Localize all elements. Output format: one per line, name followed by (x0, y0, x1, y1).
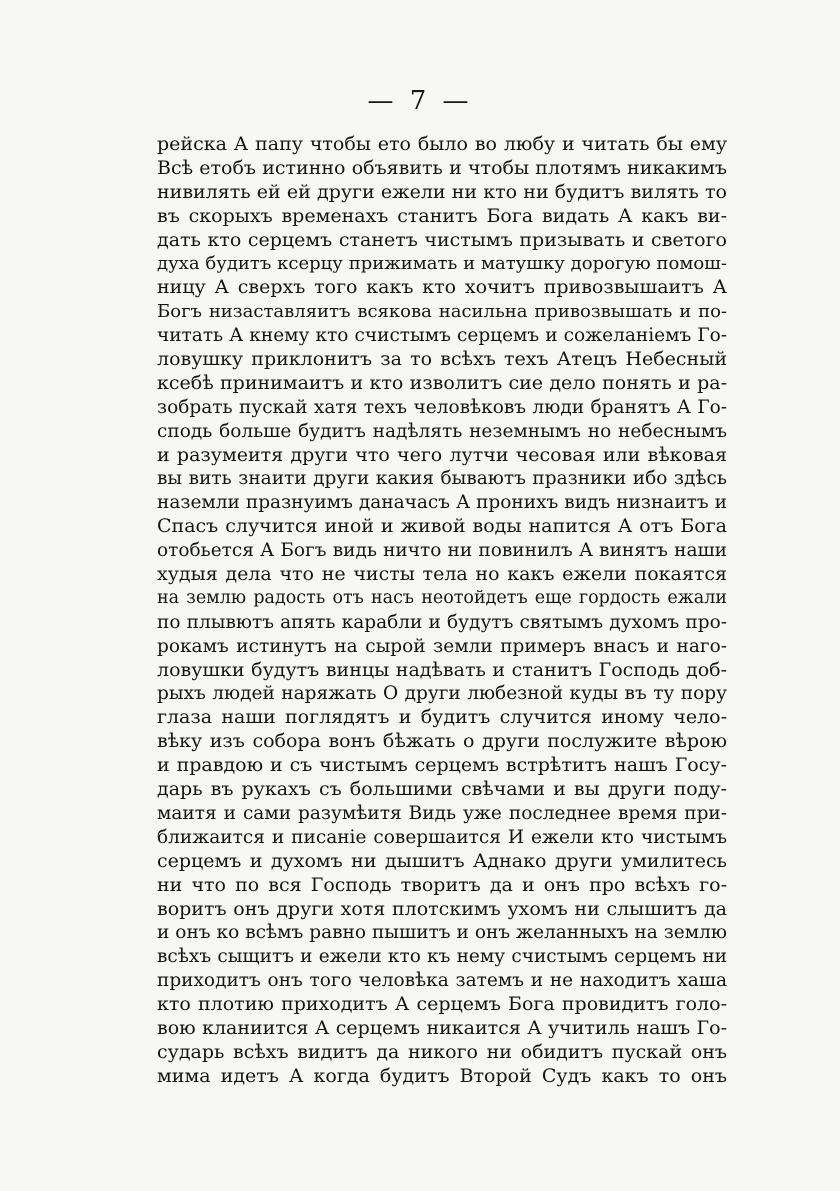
text-line: глаза наши поглядятъ и будитъ случится иному чело- (157, 706, 727, 729)
text-line: сподь больше будитъ надѣлять неземнымъ но небеснымъ (157, 420, 727, 442)
text-line: всѣхъ сыщитъ и ежели кто къ нему счистымъ серцемъ ни (157, 946, 727, 968)
text-line: рыхъ людей наряжать О други любезной куды въ ту пору (157, 683, 727, 705)
text-line: Спасъ случится иной и живой воды напится А отъ Бога (157, 515, 727, 538)
text-line: ницу А сверхъ того какъ кто хочитъ привозвышаитъ А (157, 276, 727, 299)
text-line: и онъ ко всѣмъ равно пышитъ и онъ желанныхъ на землю (157, 922, 727, 944)
text-line: духа будитъ ксерцу прижимать и матушку дорогую помош- (157, 253, 727, 275)
text-line: серцемъ и духомъ ни дышитъ Аднако други умилитесь (157, 849, 727, 872)
body-text (157, 133, 727, 1089)
text-line: вы вить знаити други какия бываютъ празники ибо здѣсь (157, 468, 727, 490)
text-line: зобрать пускай хатя техъ человѣковъ люди бранятъ А Го- (157, 396, 727, 418)
text-line: ксебѣ принимаитъ и кто изволитъ сие дело понять и ра- (157, 371, 727, 394)
text-line: вѣку изъ собора вонъ бѣжать о други послужите вѣрою (157, 730, 727, 753)
text-line: ни что по вся Господь творитъ да и онъ про всѣхъ го- (157, 873, 727, 896)
text-line: по плывютъ апять карабли и будутъ святымъ духомъ про- (157, 611, 727, 633)
text-line: худыя дела что не чисты тела но какъ ежели покаятся (157, 563, 727, 586)
text-line: дать кто серцемъ станетъ чистымъ призывать и светого (157, 228, 727, 251)
text-line: въ скорыхъ временахъ станитъ Бога видать А какъ ви- (157, 204, 727, 227)
text-line: рокамъ истинутъ на сырой земли примеръ внасъ и наго- (157, 635, 727, 657)
text-line: ловушки будутъ винцы надѣвать и станитъ Господь доб- (157, 658, 727, 681)
text-line: мима идетъ А когда будитъ Второй Судъ какъ то онъ (157, 1064, 727, 1087)
text-line: кто плотию приходитъ А серцемъ Бога провидитъ голо- (157, 993, 727, 1016)
text-line: воритъ онъ други хотя плотскимъ ухомъ ни слышитъ да (157, 897, 727, 920)
text-line: и правдою и съ чистымъ серцемъ встрѣтитъ нашъ Госу- (157, 754, 727, 777)
text-line: сударь всѣхъ видитъ да никого ни обидитъ пускай онъ (157, 1040, 727, 1063)
text-line: на землю радость отъ насъ неотойдетъ еще гордость ежали (157, 587, 727, 608)
text-line: рейска А папу чтобы ето было во любу и читать бы ему (157, 133, 727, 155)
text-line: маитя и сами разумѣитя Видь уже последнее время при- (157, 802, 727, 824)
text-line: читать А кнему кто счистымъ серцемъ и сожеланiемъ Го- (157, 325, 727, 347)
text-line: ловушку приклонитъ за то всѣхъ техъ Атецъ Небесный (157, 348, 727, 371)
text-line: нивилять ей ей други ежели ни кто ни будитъ вилять то (157, 180, 727, 203)
text-line: ближаится и писанiе совершаится И ежели кто чистымъ (157, 826, 727, 848)
text-line: Всѣ етобъ истинно объявить и чтобы плотямъ никакимъ (157, 156, 727, 179)
page-number: — 7 — (367, 86, 473, 116)
text-line: отобьется А Богъ видь ничто ни повинилъ А винятъ наши (157, 540, 727, 562)
text-line: вою кланиится А серцемъ никаится А учитиль нашъ Го- (157, 1016, 727, 1039)
text-line: дарь въ рукахъ съ большими свѣчами и вы други поду- (157, 778, 727, 801)
text-line: Богъ низаставляитъ всякова насильна привозвышать и по- (157, 301, 727, 323)
text-line: наземли празнуимъ даначасъ А пронихъ видъ низнаитъ и (157, 492, 727, 514)
text-line: приходитъ онъ того человѣка затемъ и не находитъ хаша (157, 970, 727, 992)
text-line: и разумеитя други что чего лутчи чесовая или вѣковая (157, 443, 727, 466)
